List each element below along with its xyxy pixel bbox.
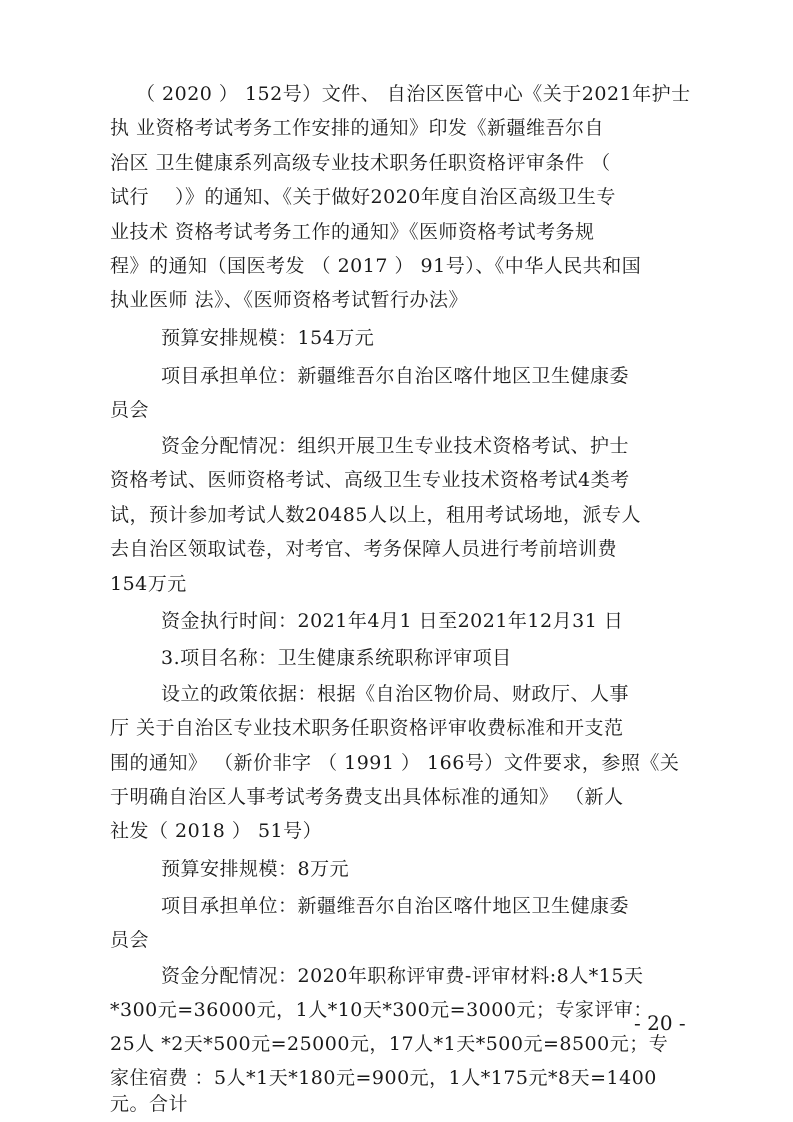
- body-line: 154万元: [110, 573, 187, 595]
- body-line: 家住宿费 ：5人*1天*180元=900元，1人*175元*8天=1400: [110, 1067, 657, 1089]
- body-line: 执业医师 法》、《医师资格考试暂行办法》: [110, 289, 469, 311]
- body-line: 治区 卫生健康系列高级专业技术职务任职资格评审条件 （: [110, 152, 611, 174]
- body-line: 执 业资格考试考务工作安排的通知》印发《新疆维吾尔自: [110, 117, 605, 139]
- body-line: 预算安排规模：8万元: [161, 858, 350, 880]
- body-line: 试行 ）》的通知、《关于做好2020年度自治区高级卫生专: [110, 186, 616, 208]
- body-line: 员会: [110, 929, 150, 951]
- body-line: 资金分配情况：2020年职称评审费-评审材料:8人*15天: [161, 965, 644, 987]
- section-heading: 3.项目名称：卫生健康系统职称评审项目: [161, 647, 512, 669]
- body-line: 社发（ 2018 ） 51号）: [110, 820, 323, 842]
- body-line: 预算安排规模：154万元: [161, 327, 375, 349]
- body-line: 元。合计: [110, 1093, 189, 1115]
- body-line: 资金分配情况：组织开展卫生专业技术资格考试、护士: [161, 435, 630, 457]
- body-line: 25人 *2天*500元=25000元，17人*1天*500元=8500元；专: [110, 1033, 669, 1055]
- body-line: 厅 关于自治区专业技术职务任职资格评审收费标准和开支范: [110, 717, 624, 739]
- body-line: 程》的通知（国医考发 （ 2017 ） 91号）、《中华人民共和国: [110, 255, 642, 277]
- body-line: *300元=36000元，1人*10天*300元=3000元；专家评审：: [110, 999, 653, 1021]
- body-line: 去自治区领取试卷，对考官、考务保障人员进行考前培训费: [110, 538, 618, 560]
- body-line: 资格考试、医师资格考试、高级卫生专业技术资格考试4类考: [110, 469, 630, 491]
- body-line: 员会: [110, 399, 150, 421]
- body-line: （ 2020 ） 152号）文件、 自治区医管中心《关于2021年护士: [136, 83, 691, 105]
- body-line: 围的通知》 （新价非字 （ 1991 ） 166号）文件要求，参照《关: [110, 752, 680, 774]
- body-line: 项目承担单位：新疆维吾尔自治区喀什地区卫生健康委: [161, 365, 630, 387]
- page-number: - 20 -: [634, 1011, 686, 1035]
- body-line: 于明确自治区人事考试考务费支出具体标准的通知》 （新人: [110, 786, 624, 808]
- body-line: 试，预计参加考试人数20485人以上，租用考试场地，派专人: [110, 504, 641, 526]
- body-line: 业技术 资格考试考务工作的通知》《医师资格考试考务规: [110, 221, 595, 243]
- body-line: 资金执行时间：2021年4月1 日至2021年12月31 日: [161, 610, 624, 632]
- body-line: 设立的政策依据：根据《自治区物价局、财政厅、人事: [161, 683, 630, 705]
- body-line: 项目承担单位：新疆维吾尔自治区喀什地区卫生健康委: [161, 895, 630, 917]
